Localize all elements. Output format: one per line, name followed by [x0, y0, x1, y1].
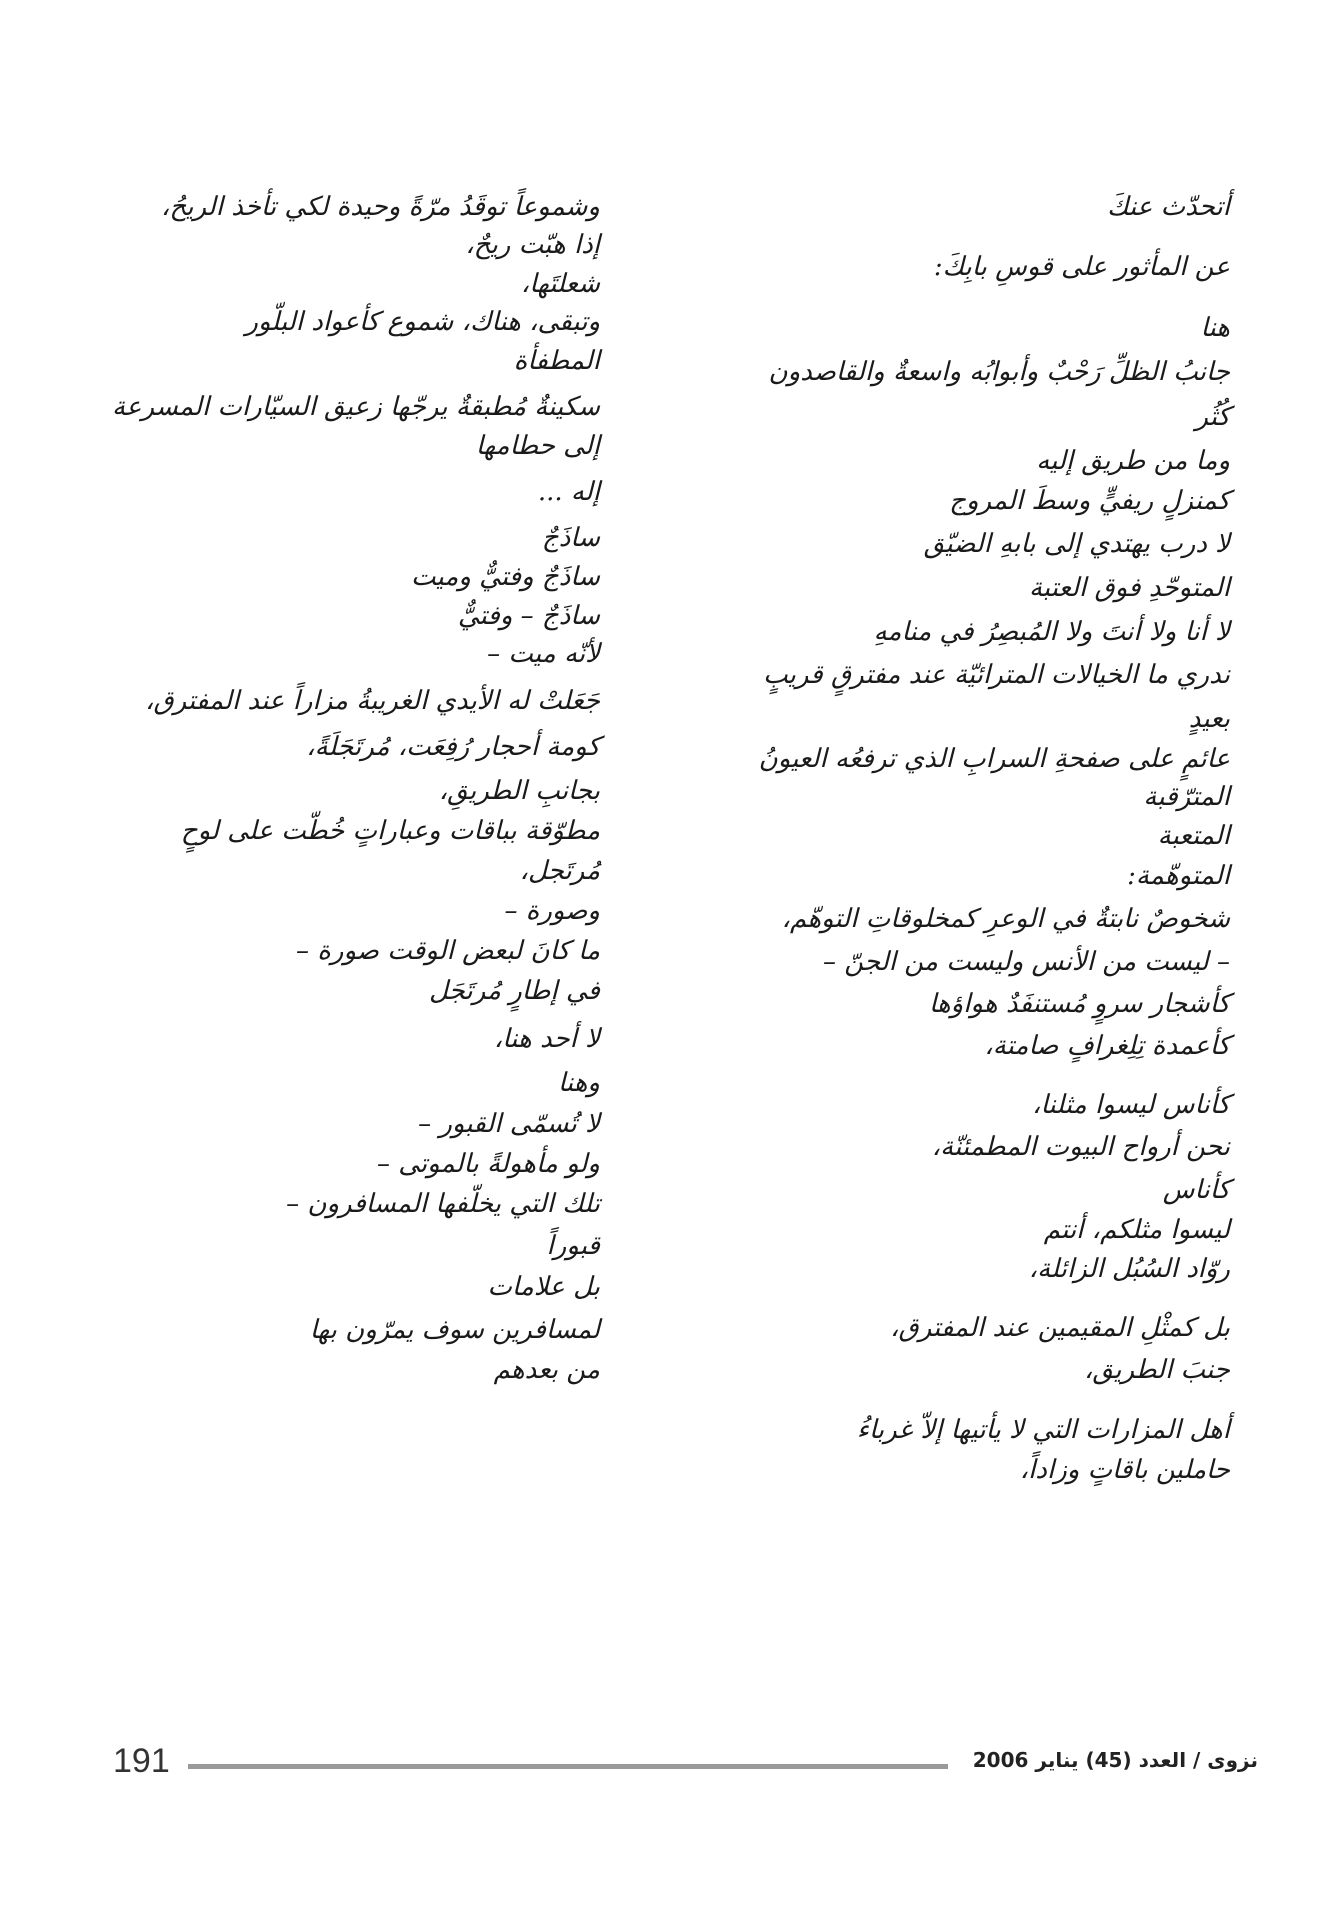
poem-right-line: عائمٍ على صفحةِ السرابِ الذي ترفعُه العيونُ	[758, 744, 1230, 774]
poem-left-line: لأنّه ميت –	[487, 639, 600, 669]
poem-right-line: بل كمثْلِ المقيمين عند المفترق،	[890, 1313, 1230, 1343]
poem-left-line: مطوّقة بباقات وعباراتٍ خُطّت على لوحٍ	[180, 816, 600, 846]
poem-left-line: من بعدهم	[493, 1355, 600, 1385]
poem-left-line: لمسافرين سوف يمرّون بها	[309, 1315, 600, 1345]
poem-right-line: هنا	[1200, 313, 1230, 343]
page-number: 191	[113, 1742, 170, 1780]
poem-right-line: جنبَ الطريق،	[1084, 1355, 1230, 1385]
poem-left-line: ما كانَ لبعض الوقت صورة –	[296, 936, 600, 966]
running-title: نزوى / العدد (45) يناير 2006	[972, 1748, 1258, 1772]
poem-left-line: إله ...	[537, 477, 600, 507]
poem-right-line: كأناس	[1162, 1175, 1230, 1205]
poem-left-line: جَعَلتْ له الأيدي الغريبةُ مزاراً عند المفترق،	[145, 686, 600, 716]
poem-left-line: وتبقى، هناك، شموع كأعواد البلّور	[245, 307, 600, 337]
poem-right-line: المترّقبة	[1143, 782, 1230, 812]
poem-right-line: أهل المزارات التي لا يأتيها إلاّ غرباءُ	[856, 1415, 1230, 1445]
poem-right-line: لا أنا ولا أنتَ ولا المُبصِرُ في منامهِ	[873, 617, 1230, 647]
poem-right-line: المتوهّمة:	[1127, 861, 1230, 891]
poem-left-line: ولو مأهولةً بالموتى –	[376, 1149, 600, 1179]
poem-right-line: المتوحّدِ فوق العتبة	[1028, 573, 1230, 603]
poem-left-line: وصورة –	[504, 896, 600, 926]
poem-right-line: لا درب يهتدي إلى بابهِ الضيّق	[923, 529, 1230, 559]
poem-left-line: وشموعاً توقَدُ مرّةً وحيدة لكي تأخذ الريحُ،	[161, 192, 600, 222]
footer-rule	[188, 1764, 948, 1769]
poem-right-line: بعيدٍ	[1188, 704, 1230, 734]
poem-right-line: كأناس ليسوا مثلنا،	[1032, 1090, 1230, 1120]
poem-right-line: عن المأثور على قوسِ بابِكَ:	[933, 252, 1230, 282]
poem-right-line: جانبُ الظلِّ رَحْبٌ وأبوابُه واسعةٌ والقاصدون	[768, 357, 1230, 387]
poem-right-line: ندري ما الخيالات المترائيّة عند مفترقٍ قريبٍ	[763, 660, 1230, 690]
poem-left-line: إذا هبّت ريحٌ،	[465, 230, 600, 260]
poem-right-line: شخوصٌ نابتةٌ في الوعرِ كمخلوقاتِ التوهّم،	[781, 904, 1230, 934]
poem-right-line: روّاد السُبُل الزائلة،	[1028, 1254, 1230, 1284]
poem-left-line: قبوراً	[546, 1231, 600, 1261]
poem-left-line: لا تُسمّى القبور –	[418, 1109, 600, 1139]
poem-right-line: المتعبة	[1157, 821, 1230, 851]
poem-left-line: تلك التي يخلّفها المسافرون –	[286, 1189, 600, 1219]
poem-left-line: بجانبِ الطريقِ،	[438, 776, 600, 806]
poem-left-line: كومة أحجار رُفِعَت، مُرتَجَلَةً،	[306, 732, 600, 762]
poem-left-line: وهنا	[557, 1068, 600, 1098]
poem-right-line: – ليست من الأنس وليست من الجنّ –	[823, 947, 1230, 977]
poem-right-line: ليسوا مثلكم، أنتم	[1043, 1215, 1230, 1245]
poem-right-line: كُثُر	[1195, 402, 1230, 432]
poem-left-line: المطفأة	[513, 346, 600, 376]
poem-left-line: بل علامات	[487, 1272, 600, 1302]
poem-right-line: كأعمدة تِلِغرافٍ صامتة،	[984, 1031, 1230, 1061]
poem-left-line: ساذَجٌ وفتيٌّ وميت	[411, 562, 600, 592]
poem-right-line: حاملين باقاتٍ وزاداً،	[1019, 1455, 1230, 1485]
poem-left-line: في إطارٍ مُرتَجَل	[428, 976, 600, 1006]
poem-left-line: إلى حطامها	[475, 431, 600, 461]
poem-right-line: نحن أرواح البيوت المطمئنّة،	[931, 1132, 1230, 1162]
poem-left-line: لا أحد هنا،	[493, 1024, 600, 1054]
poem-right-line: وما من طريق إليه	[1036, 446, 1230, 476]
page-footer	[0, 1740, 1328, 1790]
poem-left-line: سكينةٌ مُطبقةٌ يرجّها زعيق السيّارات المسرعة	[112, 392, 600, 422]
poem-right-line: كأشجار سروٍ مُستنفَدٌ هواؤها	[929, 989, 1230, 1019]
poem-left-line: مُرتَجل،	[519, 856, 600, 886]
poem-left-line: ساذَجٌ	[541, 523, 600, 553]
poem-right-line: أتحدّث عنكَ	[1107, 192, 1230, 222]
poem-right-line: كمنزلٍ ريفيٍّ وسطَ المروج	[949, 486, 1230, 516]
poem-left-line: شعلتَها،	[520, 269, 600, 299]
poem-left-line: ساذَجٌ – وفتيٌّ	[457, 601, 600, 631]
